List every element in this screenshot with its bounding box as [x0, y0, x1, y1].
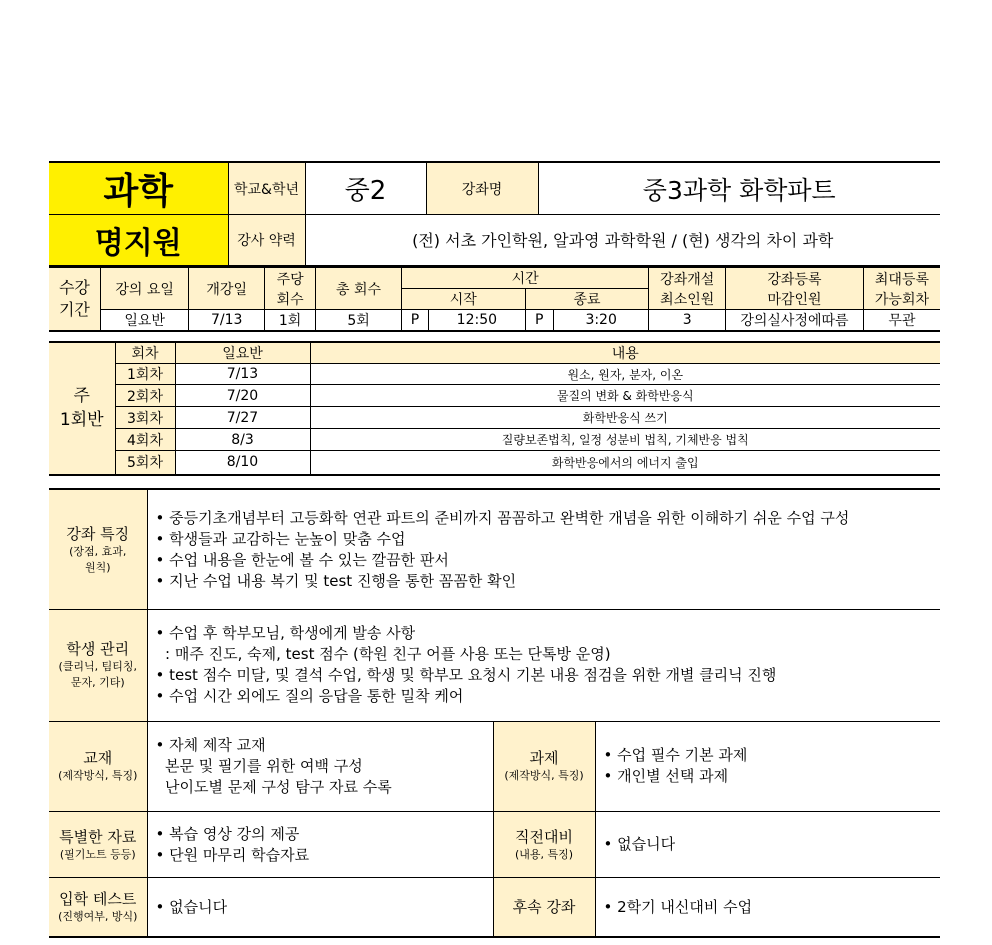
weekly-count-label: 주당 회수	[264, 267, 315, 310]
list-item: • 없습니다	[603, 835, 676, 854]
content-cell: 화학반응에서의 에너지 출입	[310, 451, 940, 475]
session-cell: 3회차	[115, 407, 175, 429]
total-count-label: 총 회수	[316, 267, 402, 310]
textbook-label: 교재 (제작방식, 특징)	[49, 721, 147, 811]
end-ampm: P	[525, 310, 553, 332]
end-time-value: 3:20	[553, 310, 649, 332]
day-label: 강의 요일	[100, 267, 189, 310]
subject-cell: 과학	[49, 162, 228, 215]
date-cell: 7/13	[175, 364, 310, 385]
teacher-name-cell: 명지원	[49, 215, 228, 266]
session-cell: 5회차	[115, 451, 175, 475]
course-header-table	[49, 161, 940, 267]
special-materials-content	[147, 811, 493, 877]
career-label: 강사 약력	[228, 215, 305, 266]
list-item: • 수업 후 학부모님, 학생에게 발송 사항	[155, 624, 416, 643]
school-grade-label: 학교&학년	[228, 162, 305, 215]
list-item: • 수업 내용을 한눈에 볼 수 있는 깔끔한 판서	[155, 550, 449, 569]
list-item: • test 점수 미달, 및 결석 수업, 학생 및 학부모 요청시 기본 내용 점검을 위한 개별 클리닉 진행	[155, 666, 777, 685]
table-row	[49, 429, 940, 451]
session-cell: 1회차	[115, 364, 175, 385]
list-item: • 학생들과 교감하는 눈높이 맞춤 수업	[155, 529, 406, 548]
start-ampm: P	[401, 310, 428, 332]
schedule-table	[49, 266, 940, 332]
table-row	[49, 407, 940, 429]
list-item: • 복습 영상 강의 제공	[155, 824, 300, 843]
session-cell: 2회차	[115, 385, 175, 407]
time-start-label: 시작	[401, 289, 525, 310]
date-cell: 8/3	[175, 429, 310, 451]
course-name-value: 중3과학 화학파트	[538, 162, 940, 215]
career-value: (전) 서초 가인학원, 알과영 과학학원 / (현) 생각의 차이 과학	[305, 215, 940, 266]
date-cell: 8/10	[175, 451, 310, 475]
min-students-value: 3	[649, 310, 726, 332]
list-item: • 단원 마무리 학습자료	[155, 845, 310, 864]
weekly-count-value: 1회	[264, 310, 315, 332]
table-row	[49, 364, 940, 385]
date-cell: 7/27	[175, 407, 310, 429]
deadline-label: 강좌등록 마감인원	[725, 267, 863, 310]
time-end-label: 종료	[525, 289, 649, 310]
course-details-table	[49, 488, 940, 938]
special-materials-label: 특별한 자료 (필기노트 등등)	[49, 811, 147, 877]
list-item: 난이도별 문제 구성 탐구 자료 수록	[155, 777, 392, 796]
list-item: • 2학기 내신대비 수업	[603, 897, 753, 916]
features-content	[147, 489, 940, 610]
start-date-label: 개강일	[189, 267, 265, 310]
date-cell: 7/20	[175, 385, 310, 407]
content-header: 내용	[310, 342, 940, 364]
list-item: • 없습니다	[155, 897, 228, 916]
content-cell: 질량보존법칙, 일정 성분비 법칙, 기체반응 법칙	[310, 429, 940, 451]
deadline-value: 강의실사정에따름	[725, 310, 863, 332]
day-value: 일요반	[100, 310, 189, 332]
content-cell: 화학반응식 쓰기	[310, 407, 940, 429]
followup-course-label: 후속 강좌	[493, 878, 595, 937]
period-label: 수강 기간	[49, 267, 100, 331]
management-label: 학생 관리 (클리닉, 팀티칭, 문자, 기타)	[49, 610, 147, 721]
list-item: • 지난 수업 내용 복기 및 test 진행을 통한 꼼꼼한 확인	[155, 571, 517, 590]
exam-prep-content	[595, 811, 940, 877]
management-content	[147, 610, 940, 721]
start-time-value: 12:50	[429, 310, 526, 332]
list-item: • 자체 제작 교재	[155, 735, 266, 754]
max-sessions-value: 무관	[863, 310, 940, 332]
course-name-label: 강좌명	[426, 162, 538, 215]
list-item: • 중등기초개념부터 고등화학 연관 파트의 준비까지 꼼꼼하고 완벽한 개념을 위한 이해하기 쉬운 수업 구성	[155, 508, 850, 527]
list-item: 본문 및 필기를 위한 여백 구성	[155, 756, 363, 775]
textbook-content	[147, 721, 493, 811]
content-cell: 물질의 변화 & 화학반응식	[310, 385, 940, 407]
list-item: : 매주 진도, 숙제, test 점수 (학원 친구 어플 사용 또는 단톡방 운영)	[155, 645, 611, 664]
start-date-value: 7/13	[189, 310, 265, 332]
list-item: • 수업 시간 외에도 질의 응답을 통한 밀착 케어	[155, 687, 464, 706]
entrance-test-content	[147, 878, 493, 937]
max-sessions-label: 최대등록 가능회차	[863, 267, 940, 310]
table-row	[49, 385, 940, 407]
entrance-test-label: 입학 테스트 (진행여부, 방식)	[49, 878, 147, 937]
list-item: • 개인별 선택 과제	[603, 767, 729, 786]
school-grade-value: 중2	[305, 162, 426, 215]
date-header: 일요반	[175, 342, 310, 364]
features-label: 강좌 특징 (장점, 효과, 원칙)	[49, 489, 147, 610]
weekly-plan-table	[49, 341, 940, 476]
homework-label: 과제 (제작방식, 특징)	[493, 721, 595, 811]
time-label: 시간	[401, 267, 649, 289]
homework-content	[595, 721, 940, 811]
session-header: 회차	[115, 342, 175, 364]
session-cell: 4회차	[115, 429, 175, 451]
content-cell: 원소, 원자, 분자, 이온	[310, 364, 940, 385]
list-item: • 수업 필수 기본 과제	[603, 746, 748, 765]
min-students-label: 강좌개설 최소인원	[649, 267, 726, 310]
table-row	[49, 451, 940, 475]
followup-course-content	[595, 878, 940, 937]
weekly-side-label: 주 1회반	[49, 342, 115, 475]
exam-prep-label: 직전대비 (내용, 특징)	[493, 811, 595, 877]
total-count-value: 5회	[316, 310, 402, 332]
